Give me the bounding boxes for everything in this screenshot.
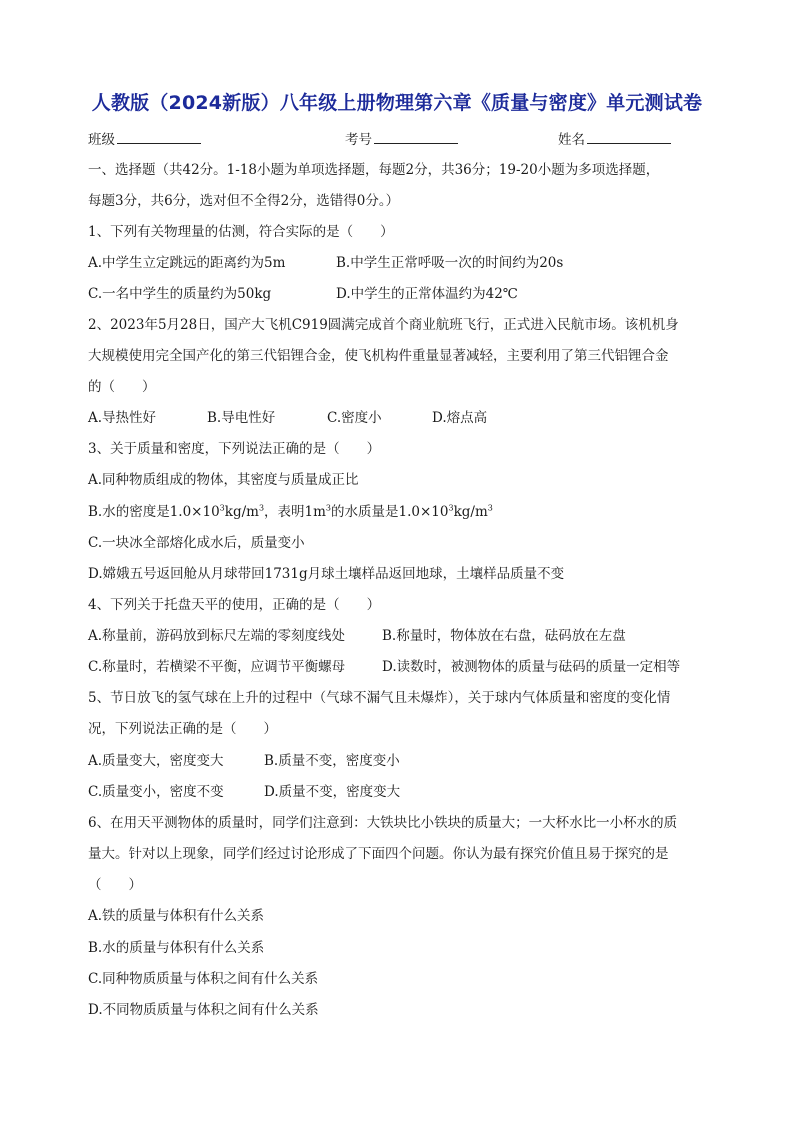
q4-option-a: A.称量前，游码放到标尺左端的零刻度线处 bbox=[88, 628, 346, 644]
q5-option-c: C.质量变小，密度不变 bbox=[88, 784, 224, 800]
q6-stem-line3: （ ） bbox=[88, 877, 142, 893]
q2-option-b: B.导电性好 bbox=[207, 410, 276, 426]
name-blank bbox=[587, 128, 671, 144]
section-heading-line1: 一、选择题（共42分。1-18小题为单项选择题，每题2分，共36分；19-20小题为多项选择题， bbox=[88, 162, 660, 178]
q4-option-d: D.读数时，被测物体的质量与砝码的质量一定相等 bbox=[382, 659, 681, 675]
q3-stem: 3、关于质量和密度，下列说法正确的是（ ） bbox=[88, 441, 381, 457]
section-heading-line2: 每题3分，共6分，选对但不全得2分，选错得0分。） bbox=[88, 193, 400, 209]
name-label: 姓名 bbox=[558, 132, 585, 148]
q3-option-b: B.水的密度是$1.0\times 10^3kg/m^3$，表明$1m^3$的水质量是$1.0\times 10^3kg/m^3$ bbox=[88, 503, 493, 520]
q5-option-b: B.质量不变，密度变小 bbox=[264, 753, 400, 769]
q2-stem-line2: 大规模使用完全国产化的第三代铝锂合金，使飞机构件重量显著减轻，主要利用了第三代铝锂合金 bbox=[88, 348, 669, 364]
q4-option-c: C.称量时，若横梁不平衡，应调节平衡螺母 bbox=[88, 659, 346, 675]
q2-stem-line1: 2、2023年5月28日，国产大飞机C919圆满完成首个商业航班飞行，正式进入民航市场。该机机身 bbox=[88, 317, 679, 333]
q5-option-a: A.质量变大，密度变大 bbox=[88, 753, 224, 769]
exam-no-label: 考号 bbox=[345, 132, 372, 148]
q4-stem: 4、下列关于托盘天平的使用，正确的是（ ） bbox=[88, 597, 381, 613]
q2-option-a: A.导热性好 bbox=[88, 410, 157, 426]
q1-option-a: A.中学生立定跳远的距离约为5m bbox=[88, 255, 286, 271]
q3-option-c: C.一块冰全部熔化成水后，质量变小 bbox=[88, 535, 305, 551]
q1-stem: 1、下列有关物理量的估测，符合实际的是（ ） bbox=[88, 224, 394, 240]
q3-option-d: D.嫦娥五号返回舱从月球带回1731g月球土壤样品返回地球，土壤样品质量不变 bbox=[88, 566, 565, 582]
q5-stem-line2: 况，下列说法正确的是（ ） bbox=[88, 721, 277, 737]
q6-option-c: C.同种物质质量与体积之间有什么关系 bbox=[88, 971, 319, 987]
q1-option-c: C.一名中学生的质量约为50kg bbox=[88, 286, 272, 302]
q5-option-d: D.质量不变，密度变大 bbox=[264, 784, 401, 800]
q3-option-a: A.同种物质组成的物体，其密度与质量成正比 bbox=[88, 472, 359, 488]
q4-option-b: B.称量时，物体放在右盘，砝码放在左盘 bbox=[382, 628, 626, 644]
q5-stem-line1: 5、节日放飞的氢气球在上升的过程中（气球不漏气且未爆炸），关于球内气体质量和密度的变化情 bbox=[88, 690, 671, 706]
q6-stem-line1: 6、在用天平测物体的质量时，同学们注意到：大铁块比小铁块的质量大；一大杯水比一小杯水的质 bbox=[88, 815, 678, 831]
q6-option-d: D.不同物质质量与体积之间有什么关系 bbox=[88, 1002, 319, 1018]
class-label: 班级 bbox=[88, 132, 115, 148]
class-field bbox=[88, 128, 201, 148]
q1-option-b: B.中学生正常呼吸一次的时间约为20s bbox=[336, 255, 564, 271]
exam-title: 人教版（2024新版）八年级上册物理第六章《质量与密度》单元测试卷 bbox=[91, 92, 703, 114]
name-field bbox=[558, 128, 671, 148]
q2-option-d: D.熔点高 bbox=[432, 410, 488, 426]
student-info-row bbox=[88, 128, 708, 152]
exam-no-blank bbox=[374, 128, 458, 144]
q2-stem-line3: 的（ ） bbox=[88, 379, 156, 395]
q2-option-c: C.密度小 bbox=[327, 410, 382, 426]
class-blank bbox=[117, 128, 201, 144]
q6-stem-line2: 量大。针对以上现象，同学们经过讨论形成了下面四个问题。你认为最有探究价值且易于探究的是 bbox=[88, 846, 669, 862]
q6-option-a: A.铁的质量与体积有什么关系 bbox=[88, 908, 265, 924]
q6-option-b: B.水的质量与体积有什么关系 bbox=[88, 940, 265, 956]
q1-option-d: D.中学生的正常体温约为42℃ bbox=[336, 286, 518, 302]
exam-no-field bbox=[345, 128, 458, 148]
